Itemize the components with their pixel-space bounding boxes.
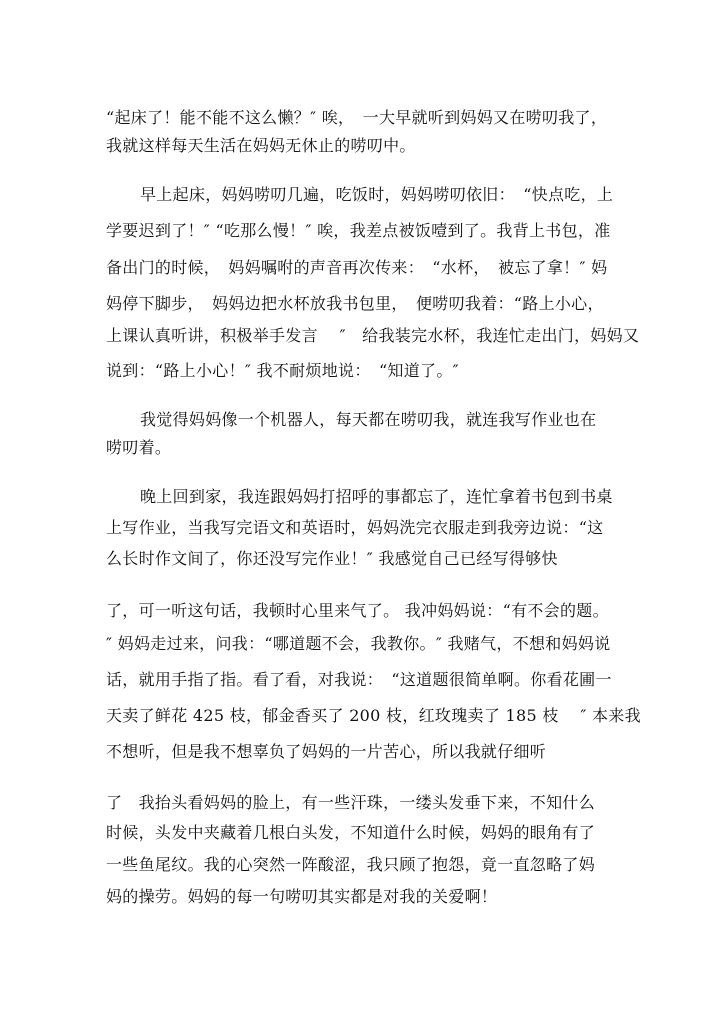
paragraph-2-line-1: 早上起床，妈妈唠叨几遍，吃饭时，妈妈唠叨依旧： “快点吃，上: [140, 185, 614, 204]
paragraph-1-line-2: 我就这样每天生活在妈妈无休止的唠叨中。: [106, 136, 416, 155]
paragraph-4-line-2: 上写作业，当我写完语文和英语时，妈妈洗完衣服走到我旁边说：“这: [106, 518, 604, 537]
paragraph-2-line-6: 说到：“路上小心！″ 我不耐烦地说： “知道了。″: [106, 361, 459, 380]
paragraph-2-line-5: 上课认真听讲，积极举手发言 ″ 给我装完水杯，我连忙走出门，妈妈又: [106, 326, 640, 345]
paragraph-6-line-3: 一些鱼尾纹。我的心突然一阵酸涩，我只顾了抱怨，竟一直忽略了妈: [106, 855, 596, 874]
paragraph-6-line-2: 时候，头发中夹藏着几根白头发，不知道什么时候，妈妈的眼角有了: [106, 823, 596, 842]
paragraph-4-line-3: 么长时作文间了，你还没写完作业！″ 我感觉自己已经写得够快: [106, 549, 558, 568]
paragraph-5-line-5: 不想听，但是我不想辜负了妈妈的一片苦心，所以我就仔细听: [106, 742, 547, 761]
paragraph-3-line-1: 我觉得妈妈像一个机器人，每天都在唠叨我，就连我写作业也在: [140, 410, 597, 429]
paragraph-5-line-4: 天卖了鲜花 425 枝，郁金香买了 200 枝，红玫瑰卖了 185 枝 ″ 本来我: [106, 706, 641, 725]
paragraph-2-line-2: 学要迟到了！″ “吃那么慢！″ 唉，我差点被饭噎到了。我背上书包，准: [106, 221, 611, 240]
paragraph-1-line-1: “起床了！能不能不这么懒？″ 唉， 一大早就听到妈妈又在唠叨我了，: [106, 108, 608, 127]
paragraph-6-line-1: 了 我抬头看妈妈的脸上，有一些汗珠，一缕头发垂下来，不知什么: [106, 793, 596, 812]
paragraph-2-line-3: 备出门的时候， 妈妈嘱咐的声音再次传来： “水杯， 被忘了拿！″ 妈: [106, 258, 608, 277]
paragraph-4-line-1: 晚上回到家，我连跟妈妈打招呼的事都忘了，连忙拿着书包到书桌: [140, 487, 613, 506]
paragraph-5-line-2: ″ 妈妈走过来，问我：“哪道题不会，我教你。″ 我赌气，不想和妈妈说: [106, 634, 611, 653]
paragraph-3-line-2: 唠叨着。: [106, 438, 172, 457]
paragraph-6-line-4: 妈的操劳。妈妈的每一句唠叨其实都是对我的关爱啊！: [106, 887, 498, 906]
paragraph-5-line-1: 了，可一听这句话，我顿时心里来气了。 我冲妈妈说：“有不会的题。: [106, 601, 609, 620]
paragraph-2-line-4: 妈停下脚步， 妈妈边把水杯放我书包里， 便唠叨我着：“路上小心，: [106, 294, 604, 313]
paragraph-5-line-3: 话，就用手指了指。看了看，对我说： “这道题很简单啊。你看花圃一: [106, 670, 612, 689]
